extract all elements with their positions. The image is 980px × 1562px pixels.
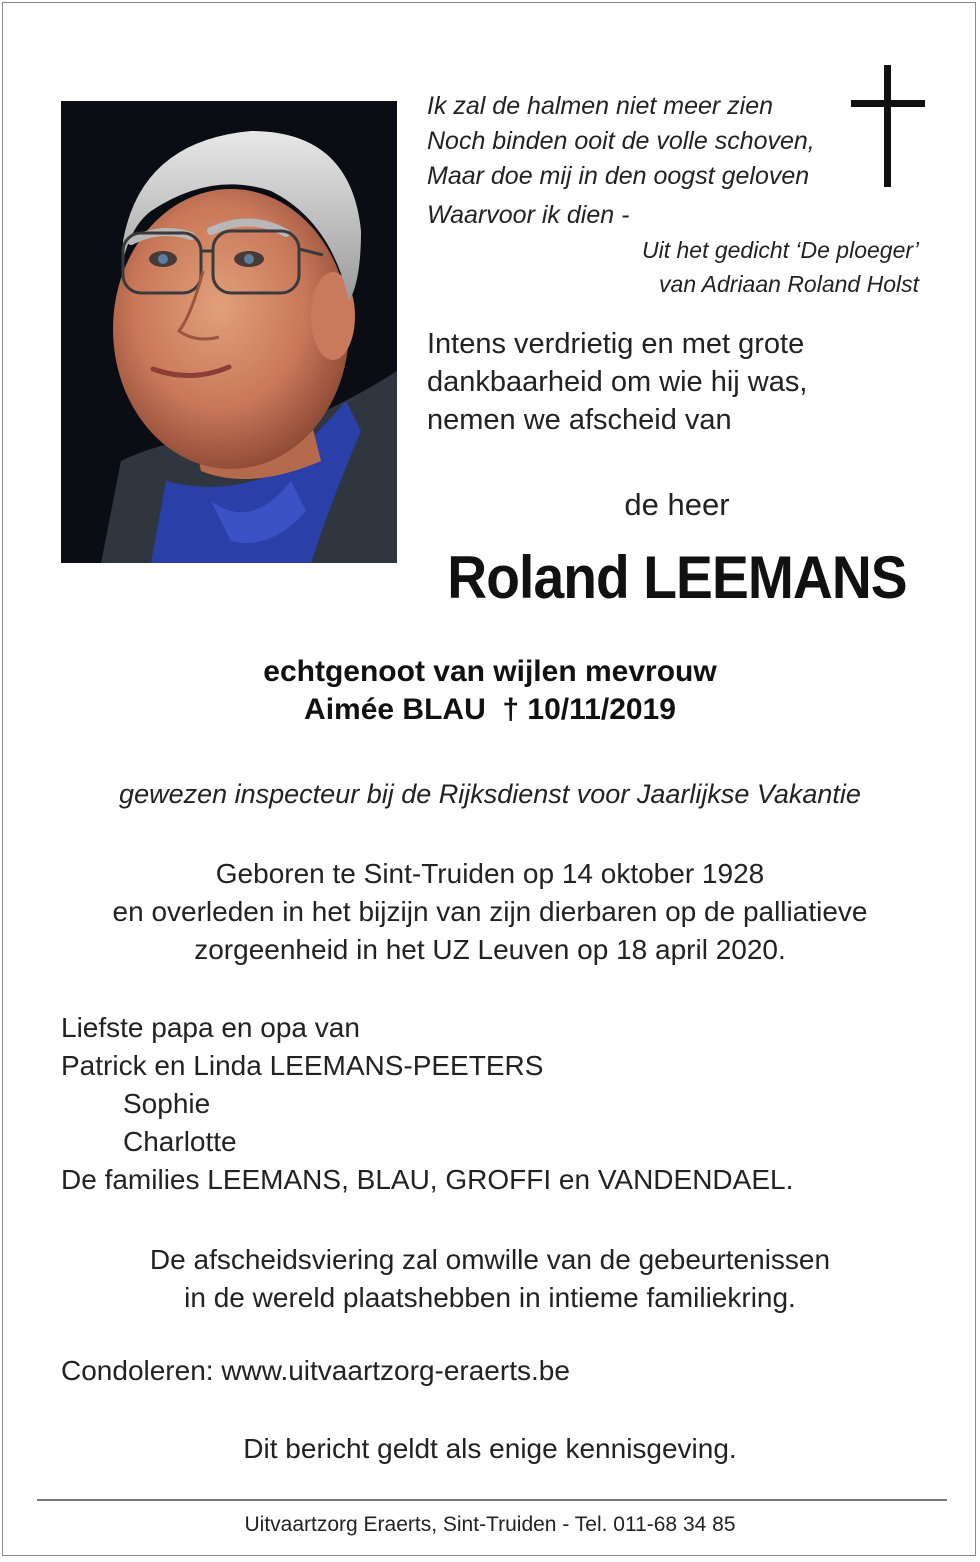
grandchild: Charlotte: [123, 1126, 237, 1157]
honorific: de heer: [624, 487, 730, 522]
family-list: [61, 1009, 941, 1199]
spouse-info: [3, 653, 977, 729]
intro-text: [427, 325, 927, 439]
deceased-name: Roland LEEMANS: [447, 544, 907, 611]
attribution-line: Uit het gedicht ‘De ploeger’: [641, 237, 919, 263]
portrait-photo: [61, 101, 397, 563]
ceremony-info: [3, 1241, 977, 1317]
poem-line: Waarvoor ik dien -: [427, 201, 630, 229]
birth-death-line: en overleden in het bijzijn van zijn dierbaren op de palliatieve: [112, 896, 868, 927]
obituary-card: [2, 2, 976, 1556]
footer-text: Uitvaartzorg Eraerts, Sint-Truiden - Tel. 011-68 34 85: [244, 1513, 736, 1536]
birth-death-line: zorgeenheid in het UZ Leuven op 18 april 2020.: [194, 934, 786, 965]
footer-divider: [37, 1499, 947, 1501]
grandchild: Sophie: [123, 1088, 211, 1119]
condolences-link[interactable]: Condoleren: www.uitvaartzorg-eraerts.be: [61, 1355, 570, 1386]
intro-line: nemen we afscheid van: [427, 404, 732, 436]
ceremony-line: in de wereld plaatshebben in intieme familiekring.: [184, 1282, 796, 1313]
poem: [427, 89, 867, 233]
birth-death-info: [3, 855, 977, 969]
family-names: De families LEEMANS, BLAU, GROFFI en VANDENDAEL.: [61, 1164, 794, 1195]
intro-line: dankbaarheid om wie hij was,: [427, 366, 808, 398]
poem-line: Ik zal de halmen niet meer zien: [427, 92, 774, 120]
family-parents: Patrick en Linda LEEMANS-PEETERS: [61, 1050, 544, 1081]
notice-text: Dit bericht geldt als enige kennisgeving.: [243, 1433, 737, 1464]
ceremony-line: De afscheidsviering zal omwille van de gebeurtenissen: [149, 1244, 831, 1275]
poem-attribution: [642, 233, 919, 301]
poem-line: Noch binden ooit de volle schoven,: [427, 127, 815, 155]
occupation: gewezen inspecteur bij de Rijksdienst voor Jaarlijkse Vakantie: [119, 779, 861, 809]
family-heading: Liefste papa en opa van: [61, 1012, 360, 1043]
poem-line: Maar doe mij in den oogst geloven: [427, 162, 810, 190]
intro-line: Intens verdrietig en met grote: [427, 328, 805, 360]
spouse-line: Aimée BLAU † 10/11/2019: [304, 693, 676, 726]
attribution-line: van Adriaan Roland Holst: [659, 271, 919, 297]
spouse-line: echtgenoot van wijlen mevrouw: [263, 655, 717, 688]
birth-death-line: Geboren te Sint-Truiden op 14 oktober 1928: [215, 858, 765, 889]
